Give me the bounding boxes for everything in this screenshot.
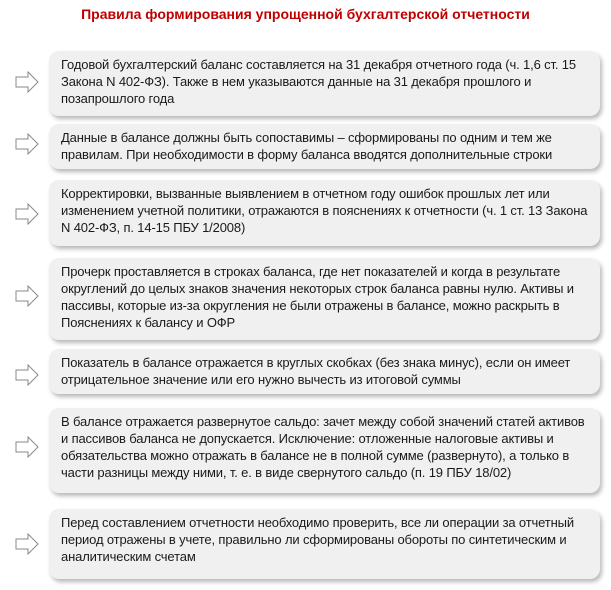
right-arrow-icon [15,133,39,155]
list-item-text: В балансе отражается развернутое сальдо: зачет между собой значений статей активов и пассивов баланса не допускается. Исключение: отложенные налоговые активы и обязательства можно отражать в балансе не в полной сумме (развернуто), а только в части разницы между ними, т. е. в виде свернутого сальдо (п. 19 ПБУ 18/02) [49,408,600,493]
right-arrow-icon [15,285,39,307]
list-item-text: Прочерк проставляется в строках баланса, где нет показателей и когда в результате округлений до целых знаков значения некоторых строк баланса равны нулю. Активы и пассивы, которые из-за округления не были отражены в балансе, можно раскрыть в Пояснениях к балансу и ОФР [49,258,600,340]
right-arrow-icon [15,364,39,386]
right-arrow-icon [15,436,39,458]
list-item-text: Показатель в балансе отражается в круглых скобках (без знака минус), если он имеет отрицательное значение или его нужно вычесть из итоговой суммы [49,349,600,394]
right-arrow-icon [15,71,39,93]
right-arrow-icon [15,533,39,555]
list-item-text: Перед составлением отчетности необходимо проверить, все ли операции за отчетный период отражены в учете, правильно ли сформированы обороты по синтетическим и аналитическим счетам [49,509,600,579]
list-item-text: Данные в балансе должны быть сопоставимы – сформированы по одним и тем же правилам. При необходимости в форму баланса вводятся дополнительные строки [49,124,600,169]
page-title: Правила формирования упрощенной бухгалтерской отчетности [81,6,530,22]
list-item-text: Годовой бухгалтерский баланс составляется на 31 декабря отчетного года (ч. 1,6 ст. 15 Закона N 402-ФЗ). Также в нем указываются данные на 31 декабря прошлого и позапрошлого года [49,51,600,116]
list-item-text: Корректировки, вызванные выявлением в отчетном году ошибок прошлых лет или изменением учетной политики, отражаются в пояснениях к отчетности (ч. 1 ст. 13 Закона N 402-ФЗ, п. 14-15 ПБУ 1/2008) [49,180,600,246]
right-arrow-icon [15,203,39,225]
